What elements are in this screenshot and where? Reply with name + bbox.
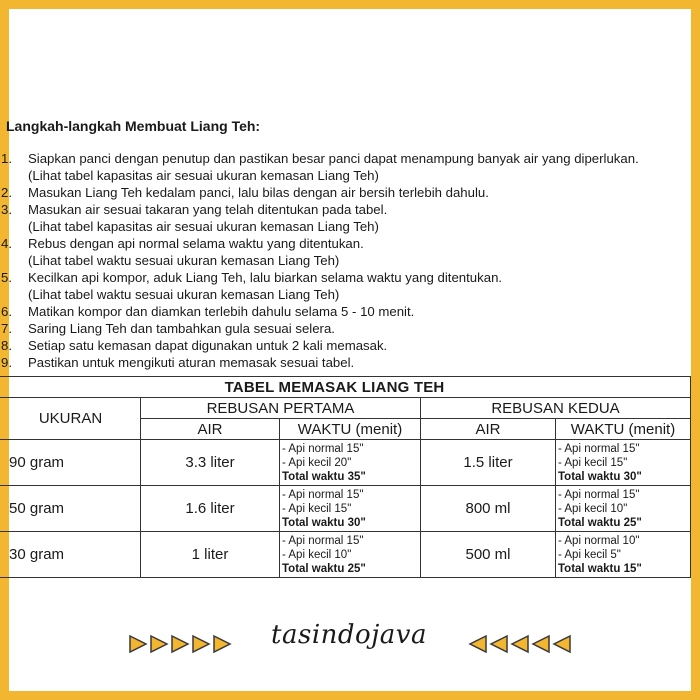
waktu-cell-2 xyxy=(556,440,691,486)
page-title: Langkah-langkah Membuat Liang Teh: xyxy=(6,118,261,134)
waktu-cell-1 xyxy=(280,440,421,486)
right-arrow-triangle-icon xyxy=(191,634,211,654)
footer xyxy=(0,618,700,668)
step-text: Setiap satu kemasan dapat digunakan untuk 2 kali memasak. xyxy=(28,338,388,353)
time-line: - Api normal 15" xyxy=(282,443,364,455)
right-arrow-triangle-icon xyxy=(170,634,190,654)
table-row xyxy=(0,486,691,532)
total-time: Total waktu 15" xyxy=(558,563,642,575)
time-line: - Api normal 15" xyxy=(558,443,640,455)
time-line: - Api kecil 15" xyxy=(558,457,628,469)
waktu-cell-1 xyxy=(280,532,421,578)
right-arrow-triangle-icon xyxy=(149,634,169,654)
header-waktu-2: WAKTU (menit) xyxy=(556,419,691,440)
step-number: 8. xyxy=(1,338,12,353)
left-arrows-group xyxy=(468,634,573,654)
step-line xyxy=(0,303,700,320)
step-number: 6. xyxy=(1,304,12,319)
size-cell: 30 gram xyxy=(0,532,141,578)
size-cell: 90 gram xyxy=(0,440,141,486)
total-time: Total waktu 35" xyxy=(282,471,366,483)
header-air-1: AIR xyxy=(141,419,280,440)
cooking-table xyxy=(0,376,691,578)
air-cell-1: 3.3 liter xyxy=(141,440,280,486)
steps-list xyxy=(0,150,700,371)
left-arrow-triangle-icon xyxy=(510,634,530,654)
header-rebusan-kedua: REBUSAN KEDUA xyxy=(421,398,691,419)
step-text: Kecilkan api kompor, aduk Liang Teh, lalu biarkan selama waktu yang ditentukan. xyxy=(28,270,503,285)
total-time: Total waktu 30" xyxy=(558,471,642,483)
step-text: (Lihat tabel waktu sesuai ukuran kemasan Liang Teh) xyxy=(28,287,340,302)
step-line xyxy=(0,337,700,354)
header-ukuran: UKURAN xyxy=(0,398,141,440)
time-line: - Api kecil 15" xyxy=(282,503,352,515)
step-number: 3. xyxy=(1,202,12,217)
table-row xyxy=(0,440,691,486)
air-cell-2: 500 ml xyxy=(421,532,556,578)
step-number: 7. xyxy=(1,321,12,336)
time-line: - Api kecil 5" xyxy=(558,549,621,561)
time-line: - Api kecil 10" xyxy=(558,503,628,515)
step-text: Saring Liang Teh dan tambahkan gula sesuai selera. xyxy=(28,321,335,336)
step-number: 4. xyxy=(1,236,12,251)
air-cell-2: 1.5 liter xyxy=(421,440,556,486)
step-line xyxy=(0,167,700,184)
total-time: Total waktu 30" xyxy=(282,517,366,529)
table-row xyxy=(0,532,691,578)
left-arrow-triangle-icon xyxy=(531,634,551,654)
step-line xyxy=(0,235,700,252)
header-waktu-1: WAKTU (menit) xyxy=(280,419,421,440)
step-line xyxy=(0,218,700,235)
right-arrows-group xyxy=(128,634,233,654)
air-cell-1: 1.6 liter xyxy=(141,486,280,532)
step-text: (Lihat tabel kapasitas air sesuai ukuran kemasan Liang Teh) xyxy=(28,168,379,183)
step-text: Siapkan panci dengan penutup dan pastikan besar panci dapat menampung banyak air yang diperlukan. xyxy=(28,151,639,166)
step-text: Rebus dengan api normal selama waktu yang ditentukan. xyxy=(28,236,364,251)
step-number: 1. xyxy=(1,151,12,166)
air-cell-2: 800 ml xyxy=(421,486,556,532)
header-air-2: AIR xyxy=(421,419,556,440)
step-number: 2. xyxy=(1,185,12,200)
step-line xyxy=(0,201,700,218)
waktu-cell-2 xyxy=(556,486,691,532)
total-time: Total waktu 25" xyxy=(282,563,366,575)
time-line: - Api normal 15" xyxy=(558,489,640,501)
left-arrow-triangle-icon xyxy=(489,634,509,654)
step-line xyxy=(0,286,700,303)
step-text: Pastikan untuk mengikuti aturan memasak sesuai tabel. xyxy=(28,355,355,370)
time-line: - Api kecil 20" xyxy=(282,457,352,469)
table-caption: TABEL MEMASAK LIANG TEH xyxy=(0,377,691,398)
step-line xyxy=(0,184,700,201)
waktu-cell-1 xyxy=(280,486,421,532)
left-arrow-triangle-icon xyxy=(552,634,572,654)
right-arrow-triangle-icon xyxy=(128,634,148,654)
step-line xyxy=(0,269,700,286)
step-text: Masukan Liang Teh kedalam panci, lalu bilas dengan air bersih terlebih dahulu. xyxy=(28,185,489,200)
header-rebusan-pertama: REBUSAN PERTAMA xyxy=(141,398,421,419)
step-line xyxy=(0,320,700,337)
step-number: 9. xyxy=(1,355,12,370)
step-number: 5. xyxy=(1,270,12,285)
time-line: - Api normal 10" xyxy=(558,535,640,547)
total-time: Total waktu 25" xyxy=(558,517,642,529)
step-text: Matikan kompor dan diamkan terlebih dahulu selama 5 - 10 menit. xyxy=(28,304,415,319)
air-cell-1: 1 liter xyxy=(141,532,280,578)
step-text: (Lihat tabel kapasitas air sesuai ukuran kemasan Liang Teh) xyxy=(28,219,379,234)
step-line xyxy=(0,252,700,269)
left-arrow-triangle-icon xyxy=(468,634,488,654)
step-text: Masukan air sesuai takaran yang telah ditentukan pada tabel. xyxy=(28,202,388,217)
time-line: - Api kecil 10" xyxy=(282,549,352,561)
time-line: - Api normal 15" xyxy=(282,535,364,547)
time-line: - Api normal 15" xyxy=(282,489,364,501)
brand-logo: tasindojava xyxy=(271,620,427,650)
size-cell: 50 gram xyxy=(0,486,141,532)
right-arrow-triangle-icon xyxy=(212,634,232,654)
step-line xyxy=(0,354,700,371)
step-text: (Lihat tabel waktu sesuai ukuran kemasan Liang Teh) xyxy=(28,253,340,268)
waktu-cell-2 xyxy=(556,532,691,578)
step-line xyxy=(0,150,700,167)
